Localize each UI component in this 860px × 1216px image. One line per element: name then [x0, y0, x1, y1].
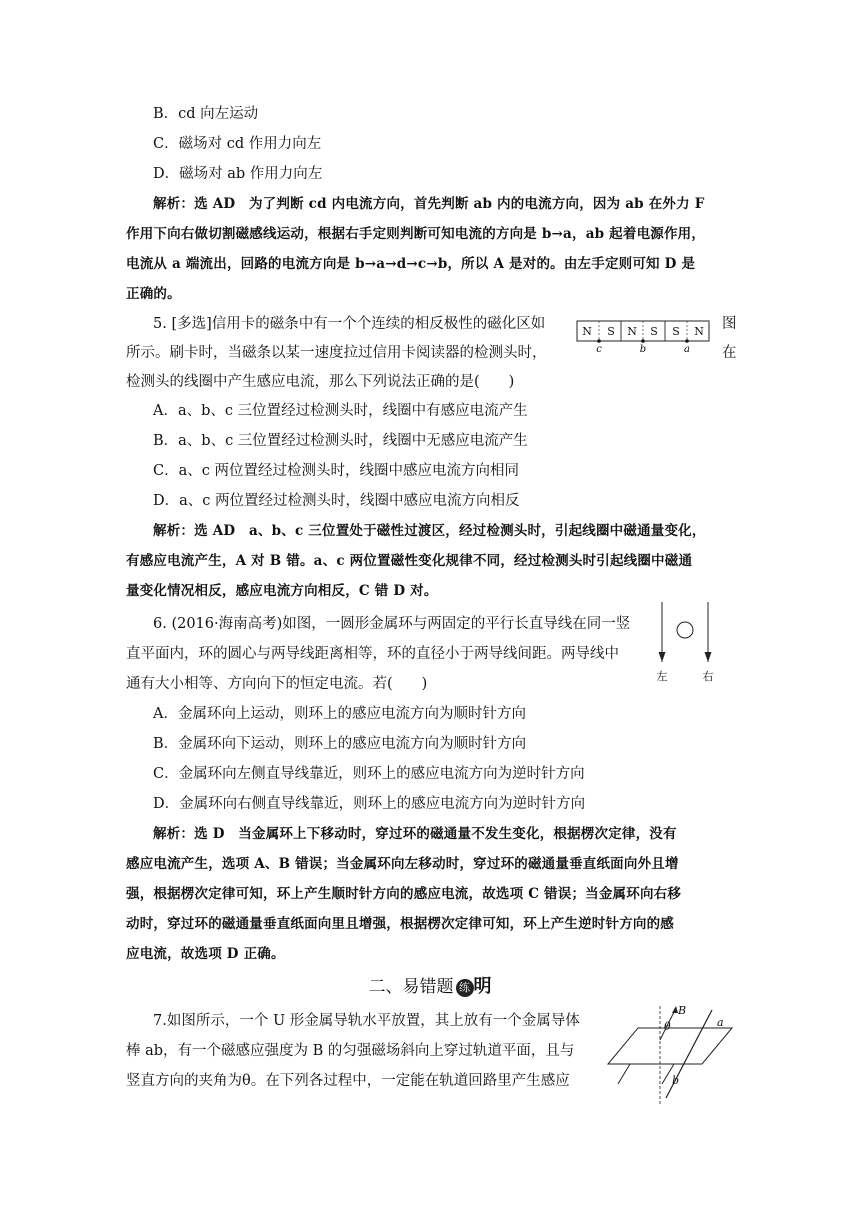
- q5-solution-line: 量变化情况相反，感应电流方向相反，C 错 D 对。: [126, 583, 438, 599]
- rod-end-a-label: a: [717, 1016, 724, 1029]
- section-suffix: 明: [473, 976, 492, 997]
- q5-option-b: B．a、b、c 三位置经过检测头时，线圈中无感应电流产生: [153, 433, 528, 449]
- q7-stem-line: 棒 ab，有一个磁感应强度为 B 的匀强磁场斜向上穿过轨道平面，且与: [126, 1043, 575, 1059]
- prev-option-d: D．磁场对 ab 作用力向左: [153, 166, 323, 182]
- left-wire-label: 左: [656, 670, 668, 683]
- q6-solution-line: 应电流，故选项 D 正确。: [126, 946, 285, 962]
- right-wire-label: 右: [702, 670, 714, 683]
- q7-stem-line: 竖直方向的夹角为θ。在下列各过程中，一定能在轨道回路里产生感应: [126, 1073, 570, 1089]
- prev-solution-line: 作用下向右做切割磁感线运动，根据右手定则判断可知电流的方向是 b→a，ab 起着电源作用，: [126, 226, 706, 242]
- pole-label: S: [650, 325, 658, 338]
- q5-stem-right: 在: [722, 345, 737, 361]
- q5-stem-line: 5. [多选]信用卡的磁条中有一个个连续的相反极性的磁化区如: [153, 316, 546, 332]
- prev-option-c: C．磁场对 cd 作用力向左: [153, 136, 322, 152]
- pole-label: N: [582, 325, 592, 338]
- point-label: c: [596, 344, 602, 354]
- q5-magnetic-stripe-figure: [574, 314, 714, 354]
- q5-stem-line: 检测头的线圈中产生感应电流，那么下列说法正确的是( ): [126, 374, 515, 390]
- pole-label: S: [607, 325, 615, 338]
- q6-option-b: B．金属环向下运动，则环上的感应电流方向为顺时针方向: [153, 736, 527, 752]
- pole-label: S: [672, 325, 680, 338]
- q5-stem-line: 所示。刷卡时，当磁条以某一速度拉过信用卡阅读器的检测头时，: [126, 345, 547, 361]
- section-badge: 练: [456, 979, 474, 997]
- q5-solution-line: 有感应电流产生，A 对 B 错。a、c 两位置磁性变化规律不同，经过检测头时引起线圈中磁通: [126, 553, 693, 569]
- q5-option-c: C．a、c 两位置经过检测头时，线圈中感应电流方向相同: [153, 463, 519, 479]
- q5-option-d: D．a、c 两位置经过检测头时，线圈中感应电流方向相反: [153, 493, 520, 509]
- q6-solution-line: 强，根据楞次定律可知，环上产生顺时针方向的感应电流，故选项 C 错误；当金属环向右移: [126, 886, 682, 902]
- q6-option-a: A．金属环向上运动，则环上的感应电流方向为顺时针方向: [153, 706, 526, 722]
- q6-option-d: D．金属环向右侧直导线靠近，则环上的感应电流方向为逆时针方向: [153, 796, 586, 812]
- q6-wires-ring-figure: [646, 600, 724, 684]
- point-label: b: [639, 344, 647, 354]
- q7-u-rail-figure: [604, 1002, 736, 1110]
- q5-option-a: A．a、b、c 三位置经过检测头时，线圈中有感应电流产生: [153, 403, 528, 419]
- q6-option-c: C．金属环向左侧直导线靠近，则环上的感应电流方向为逆时针方向: [153, 766, 585, 782]
- prev-solution-line: 电流从 a 端流出，回路的电流方向是 b→a→d→c→b，所以 A 是对的。由左手定则可知 D 是: [126, 256, 696, 272]
- q6-stem-line: 通有大小相等、方向向下的恒定电流。若( ): [126, 676, 428, 692]
- rod-end-b-label: b: [672, 1074, 680, 1087]
- section-heading: [0, 976, 860, 998]
- q7-stem-line: 7.如图所示，一个 U 形金属导轨水平放置，其上放有一个金属导体: [153, 1013, 580, 1029]
- pole-label: N: [694, 325, 704, 338]
- prev-solution-line: 解析：选 AD 为了判断 cd 内电流方向，首先判断 ab 内的电流方向，因为 ab 在外力 F: [153, 196, 705, 212]
- q5-stem-right: 图: [722, 316, 737, 332]
- prev-option-b: B．cd 向左运动: [153, 106, 259, 122]
- q6-solution-line: 感应电流产生，选项 A、B 错误；当金属环向左移动时，穿过环的磁通量垂直纸面向外且增: [126, 856, 679, 872]
- section-title: 二、易错题: [368, 977, 454, 997]
- prev-solution-line: 正确的。: [126, 286, 181, 302]
- point-label: a: [684, 344, 690, 354]
- q5-solution-line: 解析：选 AD a、b、c 三位置处于磁性过渡区，经过检测头时，引起线圈中磁通量变化，: [153, 523, 706, 539]
- b-field-label: B: [678, 1004, 687, 1017]
- pole-label: N: [627, 325, 637, 338]
- q6-solution-line: 解析：选 D 当金属环上下移动时，穿过环的磁通量不发生变化，根据楞次定律，没有: [153, 826, 677, 842]
- q6-solution-line: 动时，穿过环的磁通量垂直纸面向里且增强，根据楞次定律可知，环上产生逆时针方向的感: [126, 916, 674, 932]
- q6-stem-line: 6. (2016·海南高考)如图，一圆形金属环与两固定的平行长直导线在同一竖: [153, 616, 631, 632]
- theta-label: θ: [664, 1020, 671, 1033]
- q6-stem-line: 直平面内，环的圆心与两导线距离相等，环的直径小于两导线间距。两导线中: [126, 646, 619, 662]
